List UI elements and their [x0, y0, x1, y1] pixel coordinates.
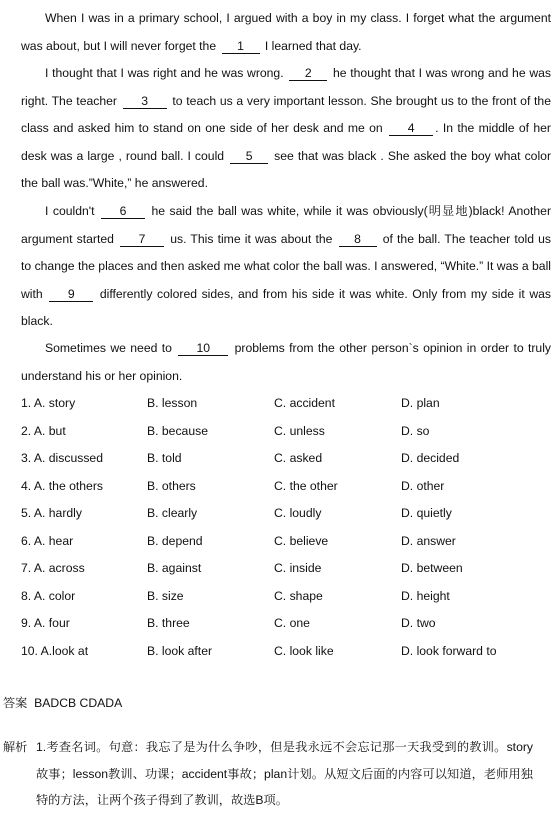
text: see that was black . She asked the boy what color the ball was.”White,” he answered. — [21, 148, 552, 191]
question-row-6 — [21, 528, 541, 556]
option-a: 3. A. discussed — [21, 451, 103, 465]
option-a: 7. A. across — [21, 561, 85, 575]
option-d: D. other — [401, 478, 445, 493]
option-b: B. lesson — [147, 396, 198, 410]
option-a: 2. A. but — [21, 423, 66, 438]
question-row-9 — [21, 610, 541, 638]
option-c: C. unless — [274, 423, 325, 438]
option-b: B. look after — [147, 643, 213, 658]
question-row-5 — [21, 500, 541, 528]
option-a: 6. A. hear — [21, 533, 74, 548]
option-c: C. inside — [274, 561, 322, 575]
blank-5: 5 — [230, 149, 268, 164]
text: Sometimes we need to — [45, 341, 172, 355]
paragraph-1 — [21, 5, 551, 60]
option-c: C. believe — [274, 533, 329, 548]
option-d: D. plan — [401, 396, 440, 410]
text: he thought that I was wrong and he was right. The teacher — [21, 66, 551, 108]
option-d: D. two — [401, 616, 436, 630]
blank-3: 3 — [123, 94, 167, 109]
text: us. This time it was about the — [170, 231, 333, 246]
option-a: 5. A. hardly — [21, 506, 82, 520]
blank-2: 2 — [289, 66, 327, 81]
text: I thought that I was right and he was wrong. — [45, 66, 284, 80]
option-d: D. look forward to — [401, 643, 497, 658]
option-c: C. loudly — [274, 506, 322, 520]
analysis-text: 1.考查名词。句意：我忘了是为什么争吵，但是我永远不会忘记那一天我受到的教训。story故事；lesson教训、功课；accident事故；plan计划。从短文后面的内容可以知道，老师用独特的方法，让两个孩子得到了教训，故选B项。 — [36, 740, 533, 807]
option-b: B. three — [147, 616, 190, 630]
option-b: B. because — [147, 423, 208, 438]
options-table — [21, 390, 541, 665]
option-c: C. the other — [274, 478, 338, 493]
option-c: C. asked — [274, 451, 323, 465]
option-d: D. quietly — [401, 506, 452, 520]
question-row-2 — [21, 418, 541, 446]
paragraph-4 — [21, 335, 551, 390]
option-b: B. told — [147, 451, 182, 465]
question-row-1 — [21, 390, 541, 418]
option-a: 9. A. four — [21, 616, 70, 630]
text: of the ball. The teacher told us to change the places and then asked me what color the ball was. I answered, “White.” It was a ball with — [21, 231, 552, 301]
paragraph-2 — [21, 60, 551, 198]
blank-8: 8 — [339, 232, 377, 247]
option-d: D. decided — [401, 451, 460, 465]
answer-text: BADCB CDADA — [34, 696, 123, 710]
option-b: B. clearly — [147, 506, 198, 520]
option-a: 1. A. story — [21, 396, 76, 410]
option-a: 8. A. color — [21, 588, 76, 603]
option-d: D. so — [401, 423, 430, 438]
option-b: B. against — [147, 561, 202, 575]
option-c: C. one — [274, 616, 310, 630]
text: to teach us a very important lesson. She brought us to the front of the class and asked him to stand on one side of her desk and me on — [21, 93, 551, 136]
blank-9: 9 — [49, 287, 93, 302]
option-d: D. height — [401, 588, 450, 603]
blank-10: 10 — [178, 341, 228, 356]
option-d: D. answer — [401, 533, 456, 548]
blank-4: 4 — [389, 121, 433, 136]
text: differently colored sides, and from his side it was white. Only from my side it was black. — [21, 286, 551, 329]
option-a: 10. A.look at — [21, 643, 89, 658]
text: I learned that day. — [264, 38, 362, 53]
text: problems from the other person`s opinion in order to truly understand his or her opinion. — [21, 341, 551, 383]
question-row-7 — [21, 555, 541, 583]
question-row-10 — [21, 638, 541, 666]
option-b: B. depend — [147, 533, 203, 548]
text: . In the middle of her desk was a large , round ball. I could — [21, 121, 551, 163]
option-a: 4. A. the others — [21, 478, 103, 493]
option-b: B. others — [147, 478, 196, 493]
paragraph-3 — [21, 198, 551, 336]
question-row-8 — [21, 583, 541, 611]
text: I couldn't — [45, 204, 95, 218]
text: he said the ball was white, while it was obviously(明显地)black! Another argument started — [21, 204, 552, 246]
answer-label: 答案 — [3, 696, 28, 710]
question-row-4 — [21, 473, 541, 501]
option-c: C. accident — [274, 396, 335, 410]
answer-line — [3, 690, 122, 716]
question-row-3 — [21, 445, 541, 473]
text: When I was in a primary school, I argued with a boy in my class. I forget what the argument was about, but I will never forget the — [21, 11, 551, 53]
blank-1: 1 — [222, 39, 260, 54]
blank-6: 6 — [101, 204, 145, 219]
option-b: B. size — [147, 588, 184, 603]
blank-7: 7 — [120, 232, 164, 247]
option-d: D. between — [401, 561, 463, 575]
option-c: C. look like — [274, 643, 334, 658]
analysis-label: 解析 — [3, 740, 28, 754]
option-c: C. shape — [274, 588, 323, 603]
